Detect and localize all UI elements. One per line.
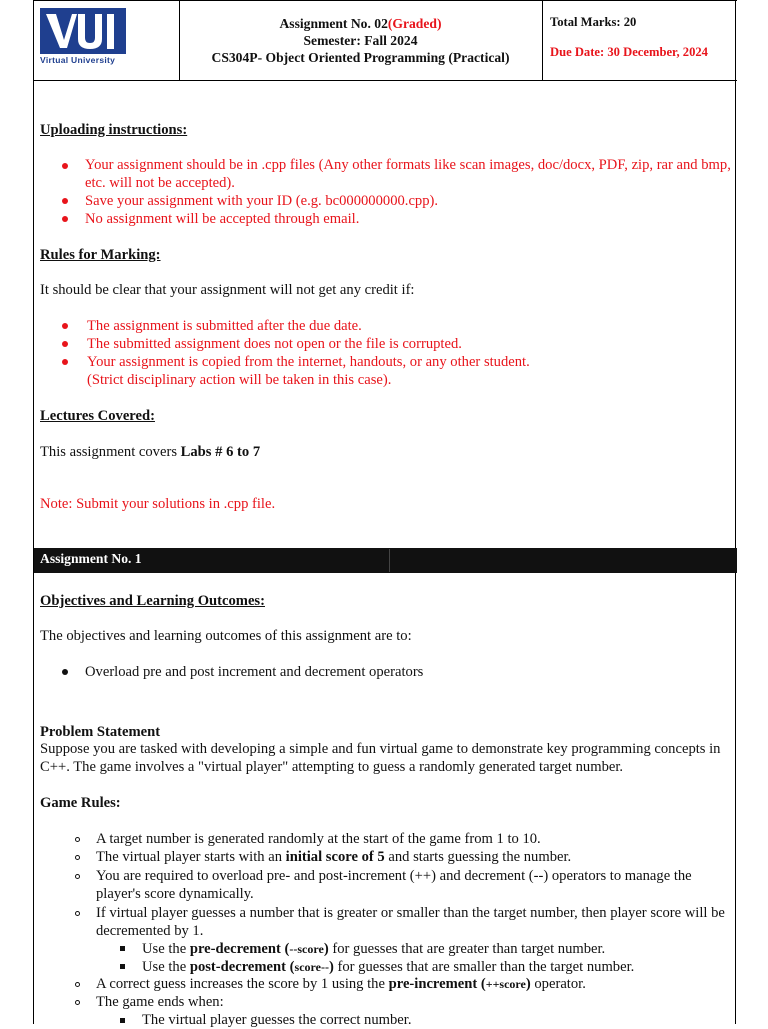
sub-rule-3: The virtual player guesses the correct number. bbox=[142, 1012, 412, 1028]
rule-5-paren: ) bbox=[525, 976, 531, 992]
sub-rule-1-tail: for guesses that are greater than target number. bbox=[328, 941, 606, 957]
sub-rule-1-code: --score bbox=[289, 942, 324, 956]
objectives-intro: The objectives and learning outcomes of this assignment are to: bbox=[40, 628, 412, 644]
circle-bullet-icon bbox=[75, 982, 80, 987]
rule-item-1: The assignment is submitted after the due date. bbox=[87, 318, 362, 334]
circle-bullet-icon bbox=[75, 855, 80, 860]
bullet-icon bbox=[62, 669, 68, 675]
assignment-number: Assignment No. 02 bbox=[279, 16, 388, 31]
vu-logo-icon bbox=[40, 8, 126, 54]
rule-item-3: Your assignment is copied from the internet, handouts, or any other student. bbox=[87, 354, 530, 370]
sub-rule-1-paren: ) bbox=[323, 941, 329, 957]
bullet-icon bbox=[62, 163, 68, 169]
rule-5-tail: operator. bbox=[530, 976, 586, 992]
marks-cell bbox=[543, 1, 735, 81]
logo-text: Virtual University bbox=[40, 55, 116, 65]
rule-2-bold: initial score of 5 bbox=[285, 849, 385, 865]
assignment-title bbox=[179, 15, 542, 32]
square-bullet-icon bbox=[120, 964, 125, 969]
sub-rule-2-bold: post-decrement ( bbox=[189, 959, 295, 975]
rule-item-2: The submitted assignment does not open or the file is corrupted. bbox=[87, 336, 462, 352]
upload-item-1: Your assignment should be in .cpp files (Any other formats like scan images, doc/docx, PDF, zip, rar and bmp, etc. will not be accepted). bbox=[85, 157, 731, 191]
game-rules-heading: Game Rules: bbox=[40, 795, 121, 811]
game-rule-3: You are required to overload pre- and post-increment (++) and decrement (--) operators to manage the player's score dynamically. bbox=[96, 868, 692, 902]
band-label: Assignment No. 1 bbox=[40, 551, 142, 566]
circle-bullet-icon bbox=[75, 874, 80, 879]
game-rule-5 bbox=[96, 976, 586, 993]
lectures-prefix: This assignment covers bbox=[40, 444, 181, 460]
rule-note: (Strict disciplinary action will be taken in this case). bbox=[87, 372, 392, 388]
circle-bullet-icon bbox=[75, 837, 80, 842]
due-date: Due Date: 30 December, 2024 bbox=[550, 45, 708, 59]
rules-heading: Rules for Marking: bbox=[40, 247, 161, 263]
sub-rule-2-code: score-- bbox=[294, 960, 329, 974]
objective-item-1: Overload pre and post increment and decrement operators bbox=[85, 664, 424, 680]
square-bullet-icon bbox=[120, 946, 125, 951]
semester: Semester: Fall 2024 bbox=[303, 33, 418, 48]
objectives-heading: Objectives and Learning Outcomes: bbox=[40, 593, 265, 609]
bullet-icon bbox=[62, 359, 68, 365]
rules-intro: It should be clear that your assignment will not get any credit if: bbox=[40, 282, 415, 298]
sub-rule-1-bold: pre-decrement ( bbox=[189, 941, 290, 957]
square-bullet-icon bbox=[120, 1018, 125, 1023]
game-rule-6: The game ends when: bbox=[96, 994, 224, 1010]
lectures-labs: Labs # 6 to 7 bbox=[180, 444, 261, 460]
problem-text: Suppose you are tasked with developing a simple and fun virtual game to demonstrate key programming concepts in C++. The game involves a "virtual player" attempting to guess a randomly generated target number. bbox=[40, 741, 721, 775]
game-rule-4: If virtual player guesses a number that is greater or smaller than the target number, then player score will be decremented by 1. bbox=[96, 905, 725, 939]
graded-label: (Graded) bbox=[387, 16, 442, 31]
rule-5-text: A correct guess increases the score by 1 using the bbox=[96, 976, 389, 992]
band-divider bbox=[389, 549, 390, 572]
sub-rule-1-text: Use the bbox=[142, 941, 190, 957]
problem-heading: Problem Statement bbox=[40, 724, 161, 740]
circle-bullet-icon bbox=[75, 911, 80, 916]
circle-bullet-icon bbox=[75, 1000, 80, 1005]
upload-item-2: Save your assignment with your ID (e.g. bc000000000.cpp). bbox=[85, 193, 439, 209]
submission-note: Note: Submit your solutions in .cpp file. bbox=[40, 496, 276, 512]
upload-item-3: No assignment will be accepted through email. bbox=[85, 211, 360, 227]
sub-rule-2-text: Use the bbox=[142, 959, 190, 975]
rule-5-code: ++score bbox=[485, 977, 526, 991]
game-rule-1: A target number is generated randomly at the start of the game from 1 to 10. bbox=[96, 831, 541, 847]
game-rule-2 bbox=[96, 849, 571, 866]
uploading-heading: Uploading instructions: bbox=[40, 122, 188, 138]
bullet-icon bbox=[62, 341, 68, 347]
document-page bbox=[33, 0, 736, 1028]
rule-5-bold: pre-increment ( bbox=[388, 976, 486, 992]
assignment-band bbox=[34, 548, 737, 573]
sub-rule-2-tail: for guesses that are smaller than the target number. bbox=[333, 959, 635, 975]
logo-cell bbox=[34, 1, 180, 81]
sub-rule-1 bbox=[142, 941, 605, 958]
sub-rule-2 bbox=[142, 959, 634, 976]
header-table bbox=[34, 0, 737, 81]
bullet-icon bbox=[62, 216, 68, 222]
lectures-text bbox=[40, 444, 260, 461]
title-cell bbox=[179, 1, 543, 81]
rule-2-tail: and starts guessing the number. bbox=[384, 849, 572, 865]
total-marks: Total Marks: 20 bbox=[550, 15, 637, 29]
bullet-icon bbox=[62, 323, 68, 329]
lectures-heading: Lectures Covered: bbox=[40, 408, 155, 424]
rule-2-text: The virtual player starts with an bbox=[96, 849, 286, 865]
bullet-icon bbox=[62, 198, 68, 204]
course-title: CS304P- Object Oriented Programming (Practical) bbox=[211, 50, 510, 65]
sub-rule-2-paren: ) bbox=[328, 959, 334, 975]
